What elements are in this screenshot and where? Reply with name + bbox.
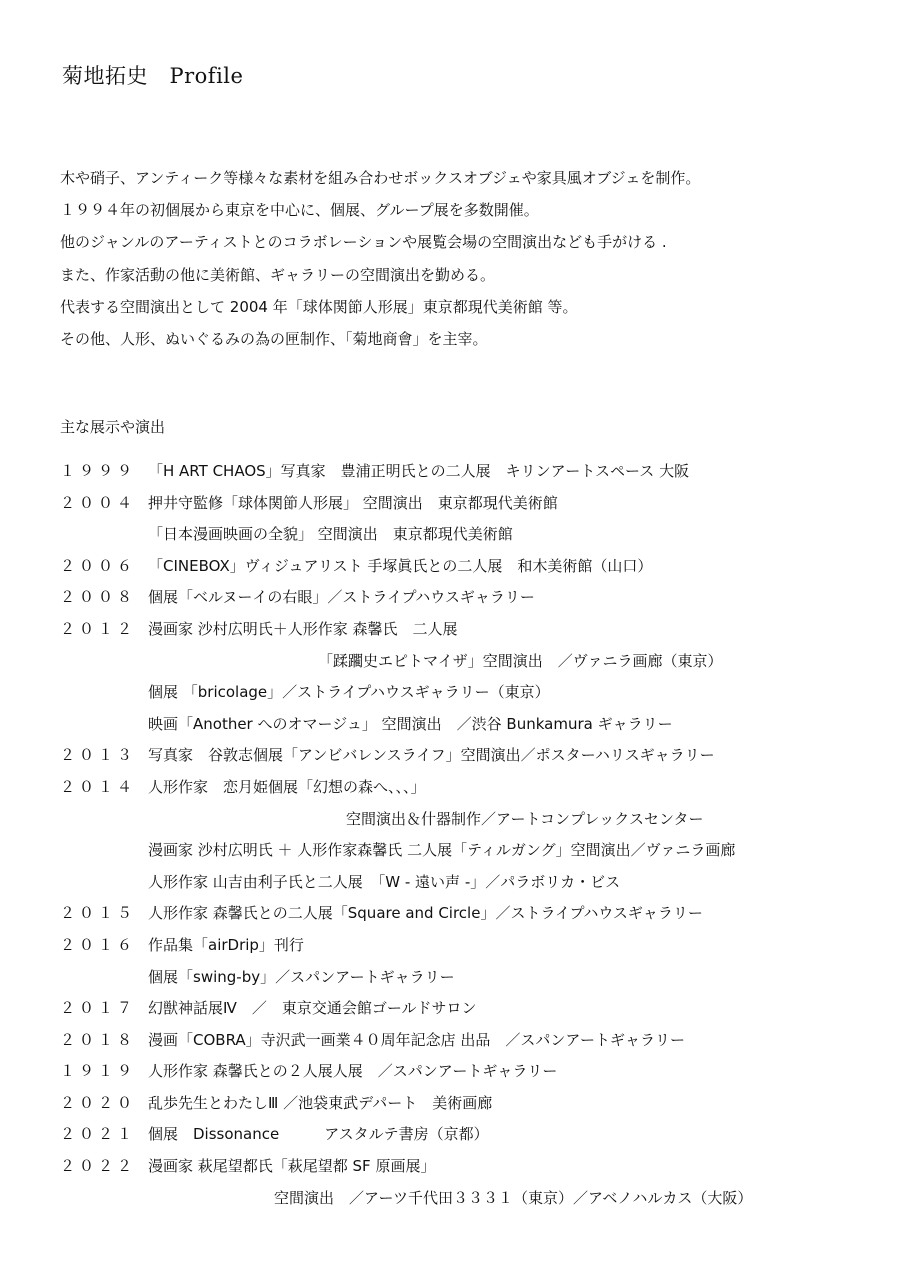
history-heading: 主な展示や演出 bbox=[60, 418, 166, 436]
history-text: 個展 Dissonance アスタルテ書房（京都） bbox=[148, 1125, 489, 1144]
history-text: 空間演出＆什器制作／アートコンプレックスセンター bbox=[346, 809, 704, 828]
history-text: 漫画家 萩尾望都氏「萩尾望都 SF 原画展」 bbox=[148, 1157, 436, 1176]
history-text: 「日本漫画映画の全貌」 空間演出 東京都現代美術館 bbox=[148, 525, 513, 544]
history-row bbox=[60, 677, 880, 709]
intro-line: その他、人形、ぬいぐるみの為の匣制作、「菊地商會」を主宰。 bbox=[60, 329, 488, 348]
history-list bbox=[60, 456, 880, 1214]
history-text: 「H ART CHAOS」写真家 豊浦正明氏との二人展 キリンアートスペース 大阪 bbox=[148, 462, 690, 480]
history-row bbox=[60, 930, 880, 962]
history-year: ２００４ bbox=[60, 493, 137, 512]
history-row bbox=[60, 1088, 880, 1120]
history-year: ２０１４ bbox=[60, 777, 137, 796]
intro-line: 木や硝子、アンティーク等様々な素材を組み合わせボックスオブジェや家具風オブジェを制作。 bbox=[60, 169, 701, 187]
history-row bbox=[60, 1056, 880, 1088]
history-row bbox=[60, 1151, 880, 1183]
history-year: ２０１２ bbox=[60, 619, 137, 638]
history-row bbox=[60, 456, 880, 488]
history-row bbox=[60, 519, 880, 551]
history-row bbox=[60, 804, 880, 836]
intro-line: 代表する空間演出として 2004 年「球体関節人形展」東京都現代美術館 等。 bbox=[60, 297, 578, 316]
history-text: 個展 「bricolage」／ストライプハウスギャラリー（東京） bbox=[148, 683, 550, 702]
history-row bbox=[60, 614, 880, 646]
history-row bbox=[60, 772, 880, 804]
history-text: 「CINEBOX」ヴィジュアリスト 手塚眞氏との二人展 和木美術館（山口） bbox=[148, 556, 653, 575]
history-row bbox=[60, 835, 880, 867]
history-year: ２０１５ bbox=[60, 904, 137, 923]
intro-line: 他のジャンルのアーティストとのコラボレーションや展覧会場の空間演出なども手がける . bbox=[60, 233, 667, 252]
history-year: ２０２０ bbox=[60, 1093, 137, 1112]
history-text: 人形作家 森馨氏との二人展「Square and Circle」／ストライプハウスギャラリー bbox=[148, 904, 703, 923]
history-text: 乱歩先生とわたしⅢ ／池袋東武デパート 美術画廊 bbox=[148, 1093, 493, 1112]
history-year: ２０１３ bbox=[60, 746, 137, 765]
history-year: １９１９ bbox=[60, 1062, 137, 1081]
history-year: ２００６ bbox=[60, 556, 137, 575]
history-row bbox=[60, 740, 880, 772]
history-year: １９９９ bbox=[60, 462, 137, 480]
history-text: 人形作家 恋月姫個展「幻想の森へ、、、」 bbox=[148, 777, 426, 796]
history-text: 押井守監修「球体関節人形展」 空間演出 東京都現代美術館 bbox=[148, 493, 558, 512]
history-row bbox=[60, 709, 880, 741]
history-row bbox=[60, 582, 880, 614]
history-year: ２０１７ bbox=[60, 999, 137, 1018]
history-text: 映画「Another へのオマージュ」 空間演出 ／渋谷 Bunkamura ギャラリー bbox=[148, 714, 673, 733]
intro-line: また、作家活動の他に美術館、ギャラリーの空間演出を勤める。 bbox=[60, 265, 496, 284]
history-text: 漫画「COBRA」寺沢武一画業４０周年記念店 出品 ／スパンアートギャラリー bbox=[148, 1030, 685, 1049]
history-year: ２０１６ bbox=[60, 935, 137, 954]
intro-line: １９９４年の初個展から東京を中心に、個展、グループ展を多数開催。 bbox=[60, 201, 539, 220]
history-row bbox=[60, 993, 880, 1025]
history-row bbox=[60, 867, 880, 899]
history-text: 個展「ベルヌーイの右眼」／ストライプハウスギャラリー bbox=[148, 588, 535, 607]
history-text: 個展「swing-by」／スパンアートギャラリー bbox=[148, 967, 455, 986]
intro-paragraph bbox=[60, 162, 700, 355]
history-year: ２０１８ bbox=[60, 1030, 137, 1049]
history-text: 漫画家 沙村広明氏＋人形作家 森馨氏 二人展 bbox=[148, 619, 458, 638]
history-row bbox=[60, 1025, 880, 1057]
history-row bbox=[60, 646, 880, 678]
history-text: 写真家 谷敦志個展「アンビバレンスライフ」空間演出／ポスターハリスギャラリー bbox=[148, 746, 715, 765]
history-row bbox=[60, 551, 880, 583]
history-text: 人形作家 山吉由利子氏と二人展 「W - 遠い声 -」／パラボリカ・ビス bbox=[148, 872, 621, 891]
history-year: ２０２１ bbox=[60, 1125, 137, 1144]
history-text: 人形作家 森馨氏との２人展人展 ／スパンアートギャラリー bbox=[148, 1062, 558, 1081]
history-text: 漫画家 沙村広明氏 ＋ 人形作家森馨氏 二人展「ティルガング」空間演出／ヴァニラ画廊 bbox=[148, 841, 736, 860]
history-year: ２００８ bbox=[60, 588, 137, 607]
history-row bbox=[60, 1119, 880, 1151]
history-text: 空間演出 ／アーツ千代田３３３１（東京）／アベノハルカス（大阪） bbox=[274, 1188, 753, 1207]
history-row bbox=[60, 962, 880, 994]
history-row bbox=[60, 488, 880, 520]
history-row bbox=[60, 898, 880, 930]
history-text: 「蹂躙史エピトマイザ」空間演出 ／ヴァニラ画廊（東京） bbox=[318, 651, 723, 670]
history-text: 作品集「airDrip」刊行 bbox=[148, 935, 304, 954]
history-row bbox=[60, 1183, 880, 1215]
history-year: ２０２２ bbox=[60, 1157, 137, 1176]
history-text: 幻獣神話展Ⅳ ／ 東京交通会館ゴールドサロン bbox=[148, 999, 477, 1018]
page-title: 菊地拓史 Profile bbox=[62, 64, 244, 88]
